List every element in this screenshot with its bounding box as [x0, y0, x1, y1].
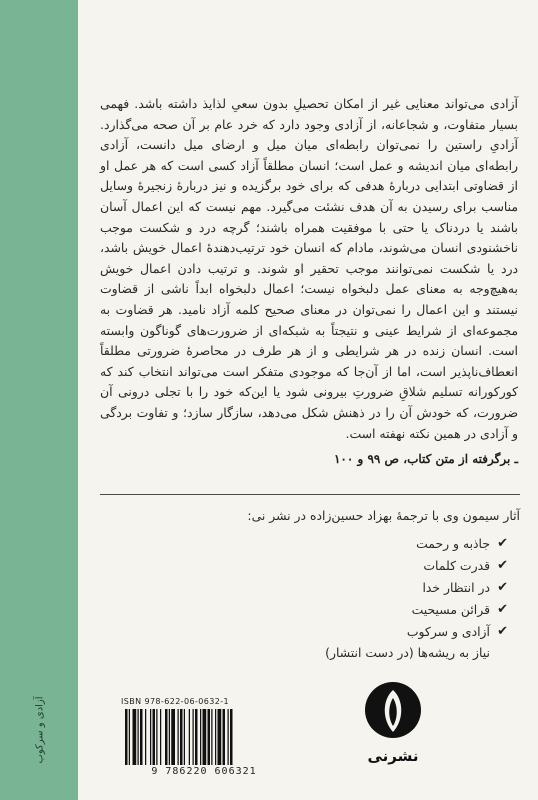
book-title: جاذبه و رحمت: [416, 536, 490, 551]
list-item: [100, 533, 508, 555]
check-icon: ✔: [497, 602, 508, 617]
book-title: آزادی و سرکوب: [406, 624, 490, 639]
isbn-label: ISBN 978-622-06-0632-1: [121, 697, 229, 706]
barcode-icon: [121, 709, 287, 765]
list-item: [100, 599, 508, 621]
book-title: قدرت کلمات: [423, 558, 490, 573]
check-icon: ✔: [497, 536, 508, 551]
excerpt-block: [100, 94, 518, 466]
isbn-digits: 9 786220 606321: [151, 766, 257, 777]
other-books: [100, 508, 520, 660]
spine-title: آزادی و سرکوب: [34, 696, 46, 764]
list-item: [100, 621, 508, 643]
excerpt-source: ـ برگرفته از متن کتاب، ص ۹۹ و ۱۰۰: [333, 452, 518, 467]
check-icon: ✔: [497, 558, 508, 573]
books-heading: آثار سیمون وی با ترجمهٔ بهزاد حسین‌زاده در نشر نی:: [247, 508, 520, 523]
list-item: [100, 555, 508, 577]
excerpt-paragraph: آزادی می‌تواند معنایی غیر از امکان تحصیلِ بدون سعیِ لذایذ داشته باشد. فهمی بسیار متفاوت، و شجاعانه، از آزادی وجود دارد که خرد عام بر آن صحه می‌گذارد. آزادیِ راستین را نمی‌توان رابطه‌ای میان میل و ارضای میل دانست، آزادی رابطه‌ای میان اندیشه و عمل است؛ انسان مطلقاً آزاد کسی است که هر عمل او از قضاوتی ابتدایی دربارهٔ هدفی که برای خود برگزیده و نیز دربارهٔ زنجیرهٔ وسایل مناسب برای رسیدن به آن هدف نشئت می‌گیرد. مهم نیست که این اعمال آسان باشند یا دردناک یا حتی با موفقیت همراه باشند؛ گرچه درد و شکست موجب ناخشنودی انسان می‌شوند، مادام که انسان خود ترتیب‌دهندهٔ اعمال خویش باشد، درد یا شکست نمی‌توانند موجب تحقیر او شوند. و ترتیب دادن اعمال خویش به‌هیچ‌وجه به معنای عمل دلبخواه نیست؛ اعمال دلبخواه ابداً ناشی از قضاوت نیستند و این اعمال را نمی‌توان در معنای صحیح کلمه آزاد نامید. هر قضاوت به مجموعه‌ای از شرایط عینی و نتیجتاً به شبکه‌ای از ضرورت‌های گوناگون وابسته است. انسان زنده در هر شرایطی و از هر طرف در محاصرهٔ ضرورتی مطلقاً انعطاف‌ناپذیر است، اما از آن‌جا که موجودی متفکر است می‌تواند انتخاب کند که کورکورانه تسلیم شلاقِ ضرورتِ بیرونی شود یا این‌که خود را با تجلی درونی آن ضرورت، که خودش آن را در ذهنش شکل می‌دهد، سازگار سازد؛ و تفاوت بردگی و آزادی در همین نکته نهفته است.: [100, 96, 518, 441]
book-list: [100, 533, 520, 643]
green-spine: [0, 0, 78, 800]
check-icon: ✔: [497, 580, 508, 595]
publisher-name: نشرنی: [367, 747, 419, 765]
book-title: در انتظار خدا: [422, 580, 490, 595]
book-title: قرائن مسیحیت: [411, 602, 490, 617]
ney-logo-icon: [363, 680, 423, 740]
book-note: نیاز به ریشه‌ها (در دست انتشار): [325, 645, 490, 660]
isbn-block: [121, 697, 287, 777]
check-icon: ✔: [497, 624, 508, 639]
list-item: [100, 577, 508, 599]
publisher-logo: [362, 680, 424, 765]
divider: [100, 494, 520, 495]
